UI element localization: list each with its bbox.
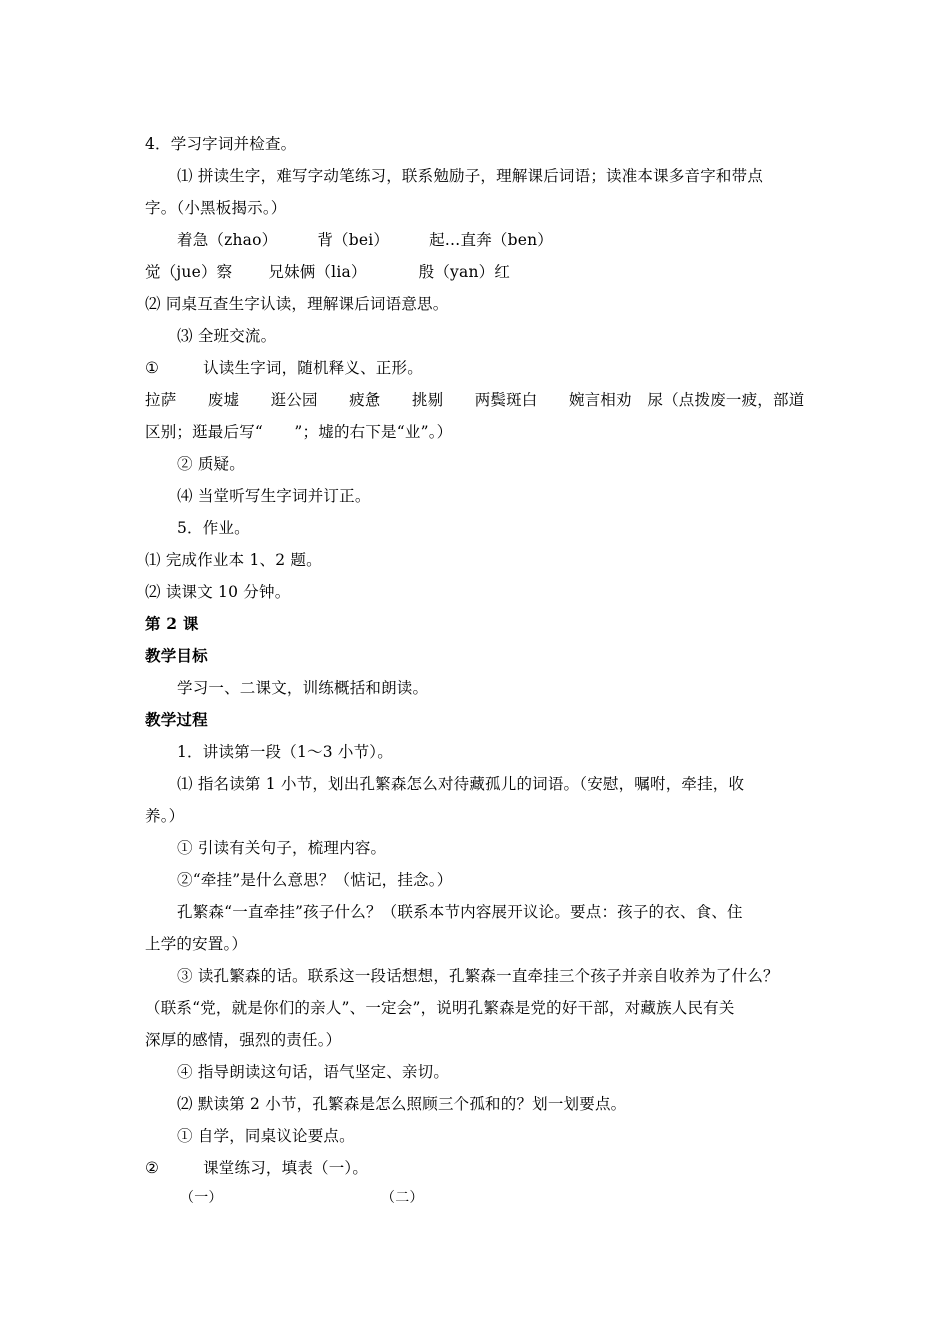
paragraph-line: ⑵ 默读第 2 小节，孔繁森是怎么照顾三个孤和的？划一划要点。 (177, 1095, 627, 1113)
paragraph-line: 区别；逛最后写“ ”；墟的右下是“业”。） (145, 423, 453, 441)
numbered-line (145, 357, 423, 379)
paragraph-line: 学习一、二课文，训练概括和朗读。 (177, 679, 429, 697)
paragraph-line: ⑶ 全班交流。 (177, 327, 277, 345)
pinyin-item: 背（bei） (317, 231, 390, 249)
section-heading: 教学过程 (145, 710, 208, 729)
paragraph-line: ⑴ 拼读生字，难写字动笔练习，联系勉励子，理解课后词语；读准本课多音字和带点 (177, 167, 764, 185)
paragraph-line: ② 质疑。 (177, 455, 245, 473)
pinyin-row (145, 261, 510, 283)
paragraph-line: ① 自学，同桌议论要点。 (177, 1127, 355, 1145)
step-4-heading: 4．学习字词并检查。 (145, 135, 297, 153)
table-caption-2: （二） (381, 1190, 424, 1206)
paragraph-line: ⑴ 指名读第 1 小节，划出孔繁森怎么对待藏孤儿的词语。（安慰，嘱咐，牵挂，收 (177, 775, 745, 793)
lesson-heading: 第 2 课 (145, 614, 199, 633)
paragraph-line: 深厚的感情，强烈的责任。） (145, 1031, 342, 1049)
paragraph-line: ⑷ 当堂听写生字词并订正。 (177, 487, 371, 505)
list-marker: ① (145, 359, 160, 377)
pinyin-row (177, 229, 553, 251)
paragraph-line: ⑵ 读课文 10 分钟。 (145, 583, 291, 601)
word-list-line: 拉萨 废墟 逛公园 疲惫 挑剔 两鬓斑白 婉言相劝 尿（点拨废一疲，部道 (145, 391, 805, 409)
section-heading: 教学目标 (145, 646, 208, 665)
paragraph-line: ⑵ 同桌互查生字认读，理解课后词语意思。 (145, 295, 449, 313)
pinyin-item: 觉（jue）察 (145, 263, 233, 281)
paragraph-line: ④ 指导朗读这句话，语气坚定、亲切。 (177, 1063, 450, 1081)
paragraph-line: ②“牵挂”是什么意思？（惦记，挂念。） (177, 871, 453, 889)
paragraph-line: ① 引读有关句子，梳理内容。 (177, 839, 387, 857)
paragraph-line: 养。） (145, 807, 185, 825)
numbered-line (145, 1157, 368, 1179)
step-1-heading: 1．讲读第一段（1～3 小节）。 (177, 743, 393, 761)
pinyin-item: 着急（zhao） (177, 231, 278, 249)
paragraph-line: ③ 读孔繁森的话。联系这一段话想想，孔繁森一直牵挂三个孩子并亲自收养为了什么？ (177, 967, 779, 985)
list-text: 认读生字词，随机释义、正形。 (203, 359, 423, 377)
paragraph-line: （联系“党，就是你们的亲人”、一定会”，说明孔繁森是党的好干部，对藏族人民有关 (145, 999, 735, 1017)
list-text: 课堂练习，填表（一）。 (203, 1159, 369, 1177)
table-caption-1: （一） (180, 1190, 223, 1206)
paragraph-line: 字。（小黑板揭示。） (145, 199, 287, 217)
paragraph-line: ⑴ 完成作业本 1、2 题。 (145, 551, 322, 569)
paragraph-line: 上学的安置。） (145, 935, 248, 953)
pinyin-item: 起…直奔（ben） (429, 231, 553, 249)
list-marker: ② (145, 1159, 160, 1177)
pinyin-item: 兄妹俩（lia） (268, 263, 367, 281)
step-5-heading: 5．作业。 (177, 519, 250, 537)
paragraph-line: 孔繁森“一直牵挂”孩子什么？（联系本节内容展开议论。要点：孩子的衣、食、住 (177, 903, 743, 921)
pinyin-item: 殷（yan）红 (418, 263, 511, 281)
